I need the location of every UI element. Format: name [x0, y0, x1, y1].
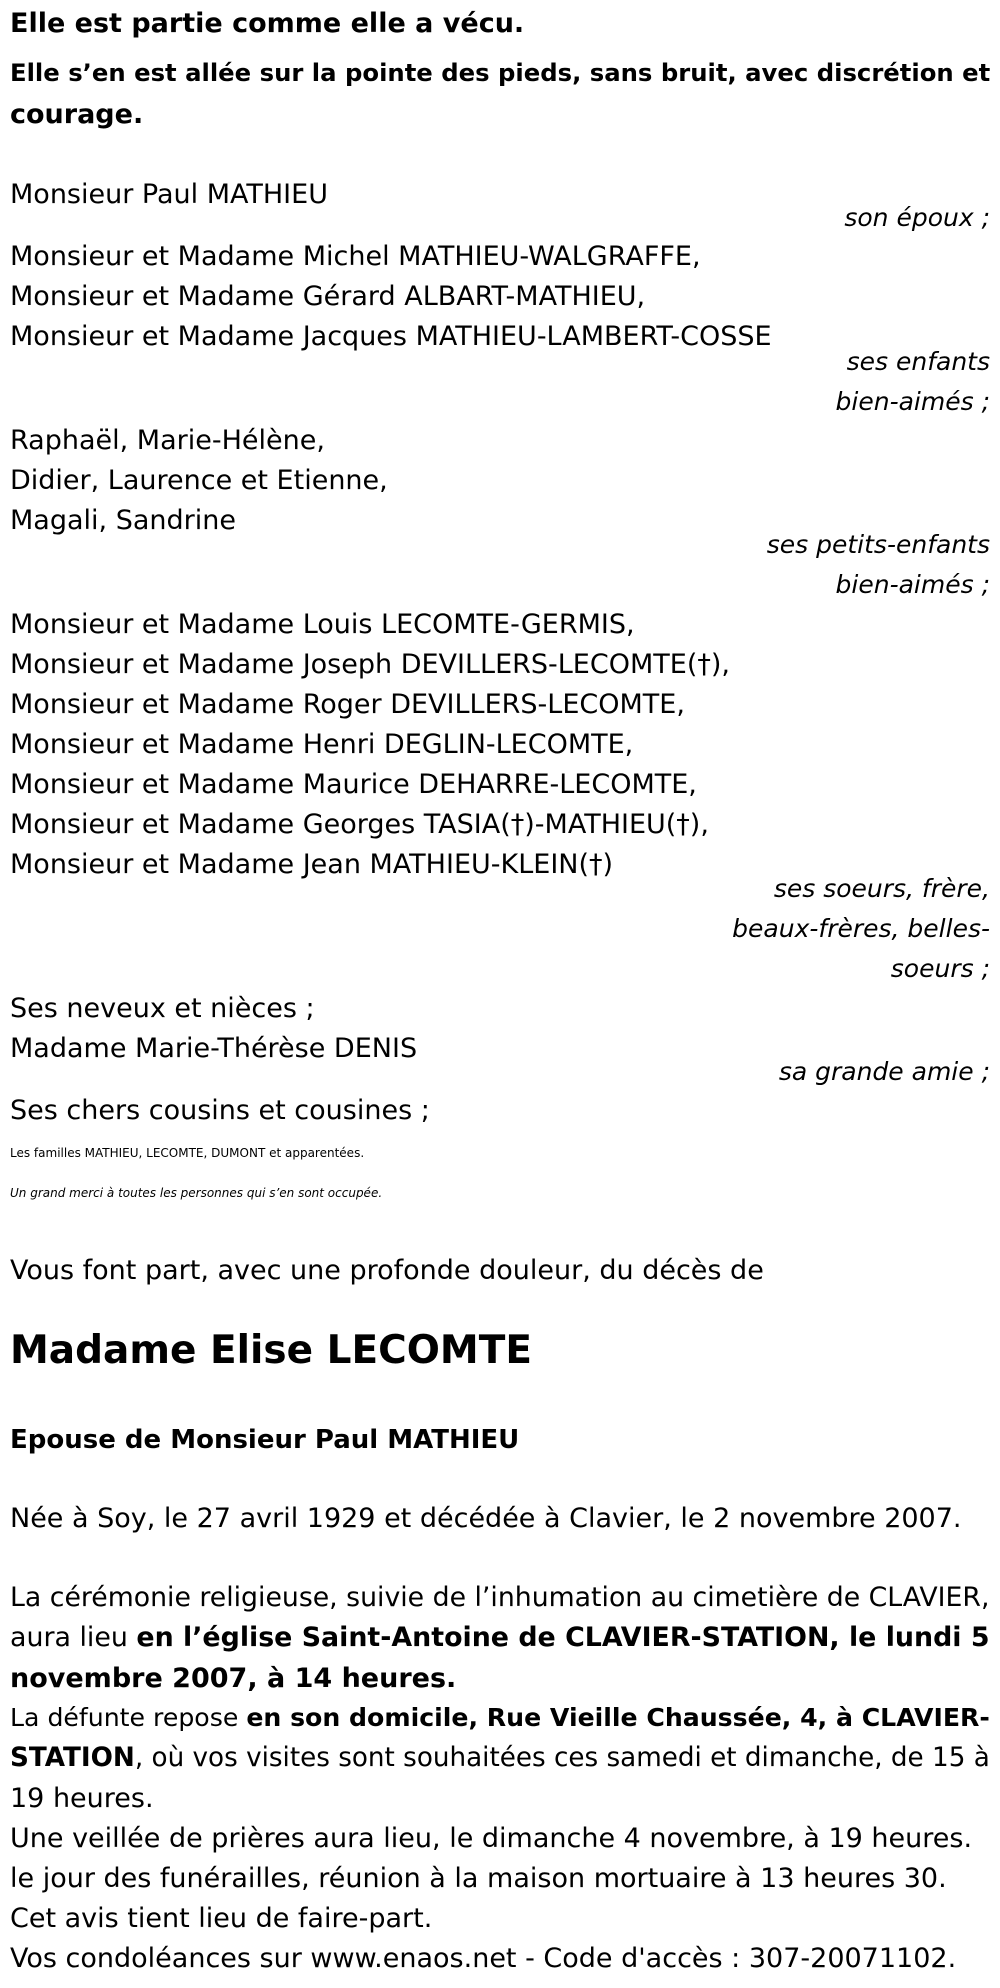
cousins-line: Ses chers cousins et cousines ; [10, 1095, 430, 1126]
ceremony-line: 19 heures. [10, 1783, 154, 1814]
sibling-name: Monsieur et Madame Maurice DEHARRE-LECOMTE, [10, 769, 697, 800]
ceremony-line: aura lieu en l’église Saint-Antoine de CLAVIER-STATION, le lundi 5 [10, 1622, 990, 1653]
sibling-name: Monsieur et Madame Jean MATHIEU-KLEIN(†) [10, 849, 614, 880]
child-name: Monsieur et Madame Gérard ALBART-MATHIEU, [10, 281, 646, 312]
intro-line-2: Elle s’en est allée sur la pointe des pieds, sans bruit, avec discrétion et [10, 58, 991, 87]
thanks-line: Un grand merci à toutes les personnes qui s’en sont occupée. [10, 1186, 383, 1200]
siblings-role: beaux-frères, belles- [732, 914, 990, 943]
ceremony-line: novembre 2007, à 14 heures. [10, 1663, 457, 1694]
grandchild-name: Didier, Laurence et Etienne, [10, 465, 388, 496]
birth-death-dates: Née à Soy, le 27 avril 1929 et décédée à Clavier, le 2 novembre 2007. [10, 1503, 962, 1534]
grandchildren-role: bien-aimés ; [835, 570, 990, 599]
siblings-role: ses soeurs, frère, [773, 874, 990, 903]
sibling-name: Monsieur et Madame Henri DEGLIN-LECOMTE, [10, 729, 634, 760]
announcement: Vous font part, avec une profonde douleur, du décès de [10, 1255, 764, 1286]
intro-line-3: courage. [10, 99, 144, 130]
child-name: Monsieur et Madame Michel MATHIEU-WALGRAFFE, [10, 241, 701, 272]
intro-line-1: Elle est partie comme elle a vécu. [10, 8, 525, 39]
friend-name: Madame Marie-Thérèse DENIS [10, 1033, 418, 1064]
spouse-role: son époux ; [844, 203, 990, 232]
deceased-name: Madame Elise LECOMTE [10, 1328, 532, 1373]
grandchild-name: Raphaël, Marie-Hélène, [10, 425, 325, 456]
condolences-line: Vos condoléances sur www.enaos.net - Code d'accès : 307-20071102. [10, 1943, 957, 1974]
sibling-name: Monsieur et Madame Joseph DEVILLERS-LECOMTE(†), [10, 649, 730, 680]
sibling-name: Monsieur et Madame Louis LECOMTE-GERMIS, [10, 609, 635, 640]
children-role: bien-aimés ; [835, 387, 990, 416]
ceremony-line: La défunte repose en son domicile, Rue Vieille Chaussée, 4, à CLAVIER- [10, 1703, 990, 1732]
deceased-spouse: Epouse de Monsieur Paul MATHIEU [10, 1425, 520, 1455]
ceremony-line: Cet avis tient lieu de faire-part. [10, 1903, 433, 1934]
ceremony-line: La cérémonie religieuse, suivie de l’inhumation au cimetière de CLAVIER, [10, 1582, 990, 1613]
sibling-name: Monsieur et Madame Roger DEVILLERS-LECOMTE, [10, 689, 685, 720]
grandchild-name: Magali, Sandrine [10, 505, 236, 536]
ceremony-line: Une veillée de prières aura lieu, le dimanche 4 novembre, à 19 heures. [10, 1823, 973, 1854]
sibling-name: Monsieur et Madame Georges TASIA(†)-MATHIEU(†), [10, 809, 709, 840]
siblings-role: soeurs ; [890, 954, 990, 983]
child-name: Monsieur et Madame Jacques MATHIEU-LAMBERT-COSSE [10, 321, 772, 352]
nephews-line: Ses neveux et nièces ; [10, 993, 315, 1024]
friend-role: sa grande amie ; [778, 1057, 990, 1086]
ceremony-line: STATION, où vos visites sont souhaitées ces samedi et dimanche, de 15 à [10, 1743, 990, 1773]
children-role: ses enfants [846, 347, 990, 376]
spouse-name: Monsieur Paul MATHIEU [10, 179, 328, 210]
grandchildren-role: ses petits-enfants [766, 530, 990, 559]
ceremony-line: le jour des funérailles, réunion à la maison mortuaire à 13 heures 30. [10, 1863, 947, 1894]
families-line: Les familles MATHIEU, LECOMTE, DUMONT et apparentées. [10, 1146, 365, 1160]
